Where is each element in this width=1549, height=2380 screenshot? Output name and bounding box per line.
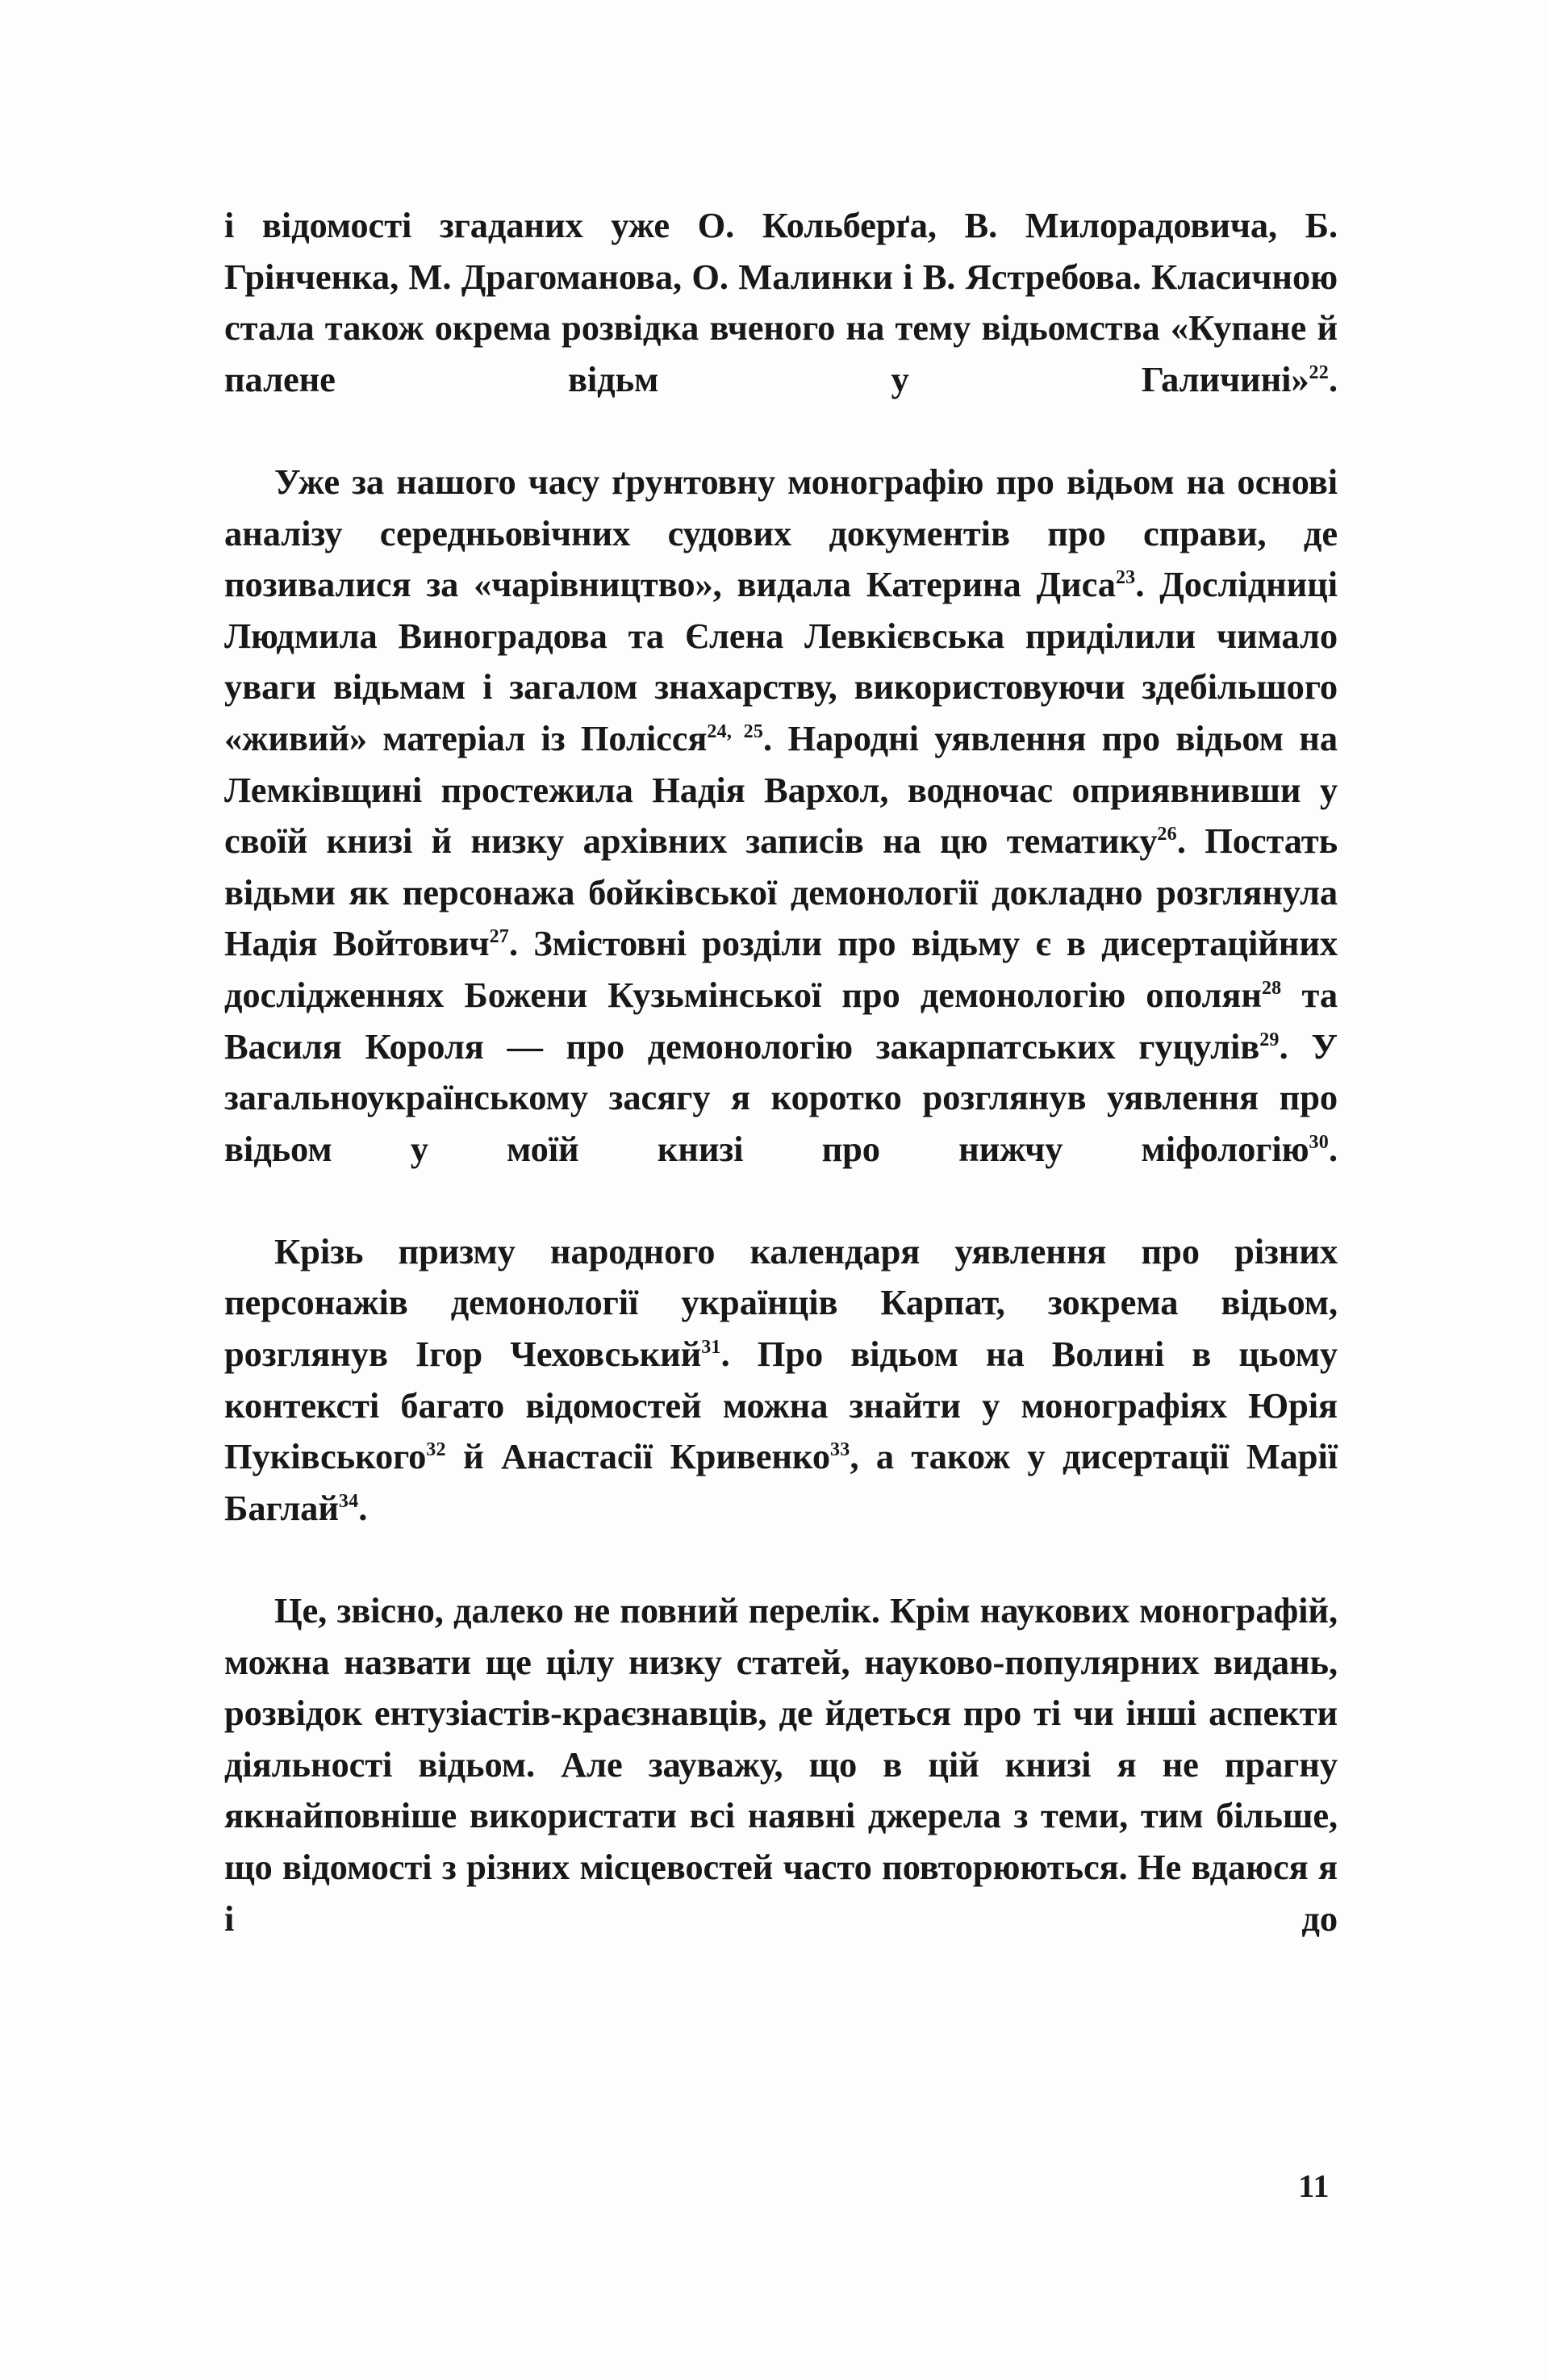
paragraph: Крізь призму народного календаря уявлення про різних персонажів демонології українців Карпат, зокрема відьом, розглянув Ігор Чеховський$^{31}$. Про відьом на Волині в цьому контексті багато відомостей можна знайти у монографіях Юрія Пуківського$^{32}$ й Анастасії Кривенко$^{33}$, а також у дисертації Марії Баглай$^{34}$. <box>224 1230 1338 1528</box>
paragraph: Уже за нашого часу ґрунтовну монографію про відьом на основі аналізу середньовічних судових документів про справи, де позивалися за «чарівництво», видала Катерина Диса$^{23}$. Дослідниці Людмила Виноградова та Єлена Левкієвська приділили чимало уваги відьмам і загалом знахарству, використовуючи здебільшого «живий» матеріал із Полісся$^{24, 25}$. Народні уявлення про відьом на Лемківщині простежила Надія Вархол, водночас оприявнивши у своїй книзі й низку архівних записів на цю тематику$^{26}$. Постать відьми як персонажа бойківської демонології докладно розглянула Надія Войтович$^{27}$. Змістовні розділи про відьму є в дисертаційних дослідженнях Божени Кузьмінської про демонологію ополян$^{28}$ та Василя Короля — про демонологію закарпатських гуцулів$^{29}$. У загальноукраїнському засягу я коротко розглянув уявлення про відьом у моїй книзі про нижчу міфологію$^{30}$. <box>224 461 1338 1169</box>
footnote-reference[interactable]: 34 <box>338 1491 359 1513</box>
footnote-reference[interactable]: 30 <box>1309 1131 1329 1153</box>
footnote-reference[interactable]: 23 <box>1115 567 1136 589</box>
footnote-reference[interactable]: 31 <box>701 1337 721 1359</box>
footnote-reference[interactable]: 24, 25 <box>707 721 764 743</box>
footnote-reference[interactable]: 33 <box>830 1439 850 1461</box>
footnote-reference[interactable]: 28 <box>1261 978 1282 1000</box>
page-number: 11 <box>1298 2168 1330 2204</box>
footnote-reference[interactable]: 22 <box>1309 361 1329 383</box>
paragraph: і відомості згаданих уже О. Кольберґа, В. Милорадовича, Б. Грінченка, М. Драгоманова, О. Малинки і В. Ястребова. Класичною стала також окрема розвідка вченого на тему відьомства «Купане й палене відьм у Галичині»$^{22}$. <box>224 205 1338 399</box>
footnote-reference[interactable]: 29 <box>1259 1029 1280 1050</box>
footnote-reference[interactable]: 32 <box>426 1439 446 1461</box>
footnote-reference[interactable]: 27 <box>489 926 509 948</box>
paragraph: Це, звісно, далеко не повний перелік. Крім наукових монографій, можна назвати ще цілу низку статей, науково-популярних видань, розвідок ентузіастів-краєзнавців, де йдеться про ті чи інші аспекти діяльності відьом. Але зауважу, що в цій книзі я не прагну якнайповніше використати всі наявні джерела з теми, тим більше, що відомості з різних місцевостей часто повторюються. Не вдаюся я і до <box>224 1590 1338 1939</box>
footnote-reference[interactable]: 26 <box>1157 824 1177 846</box>
page-text-body <box>224 200 1338 1996</box>
